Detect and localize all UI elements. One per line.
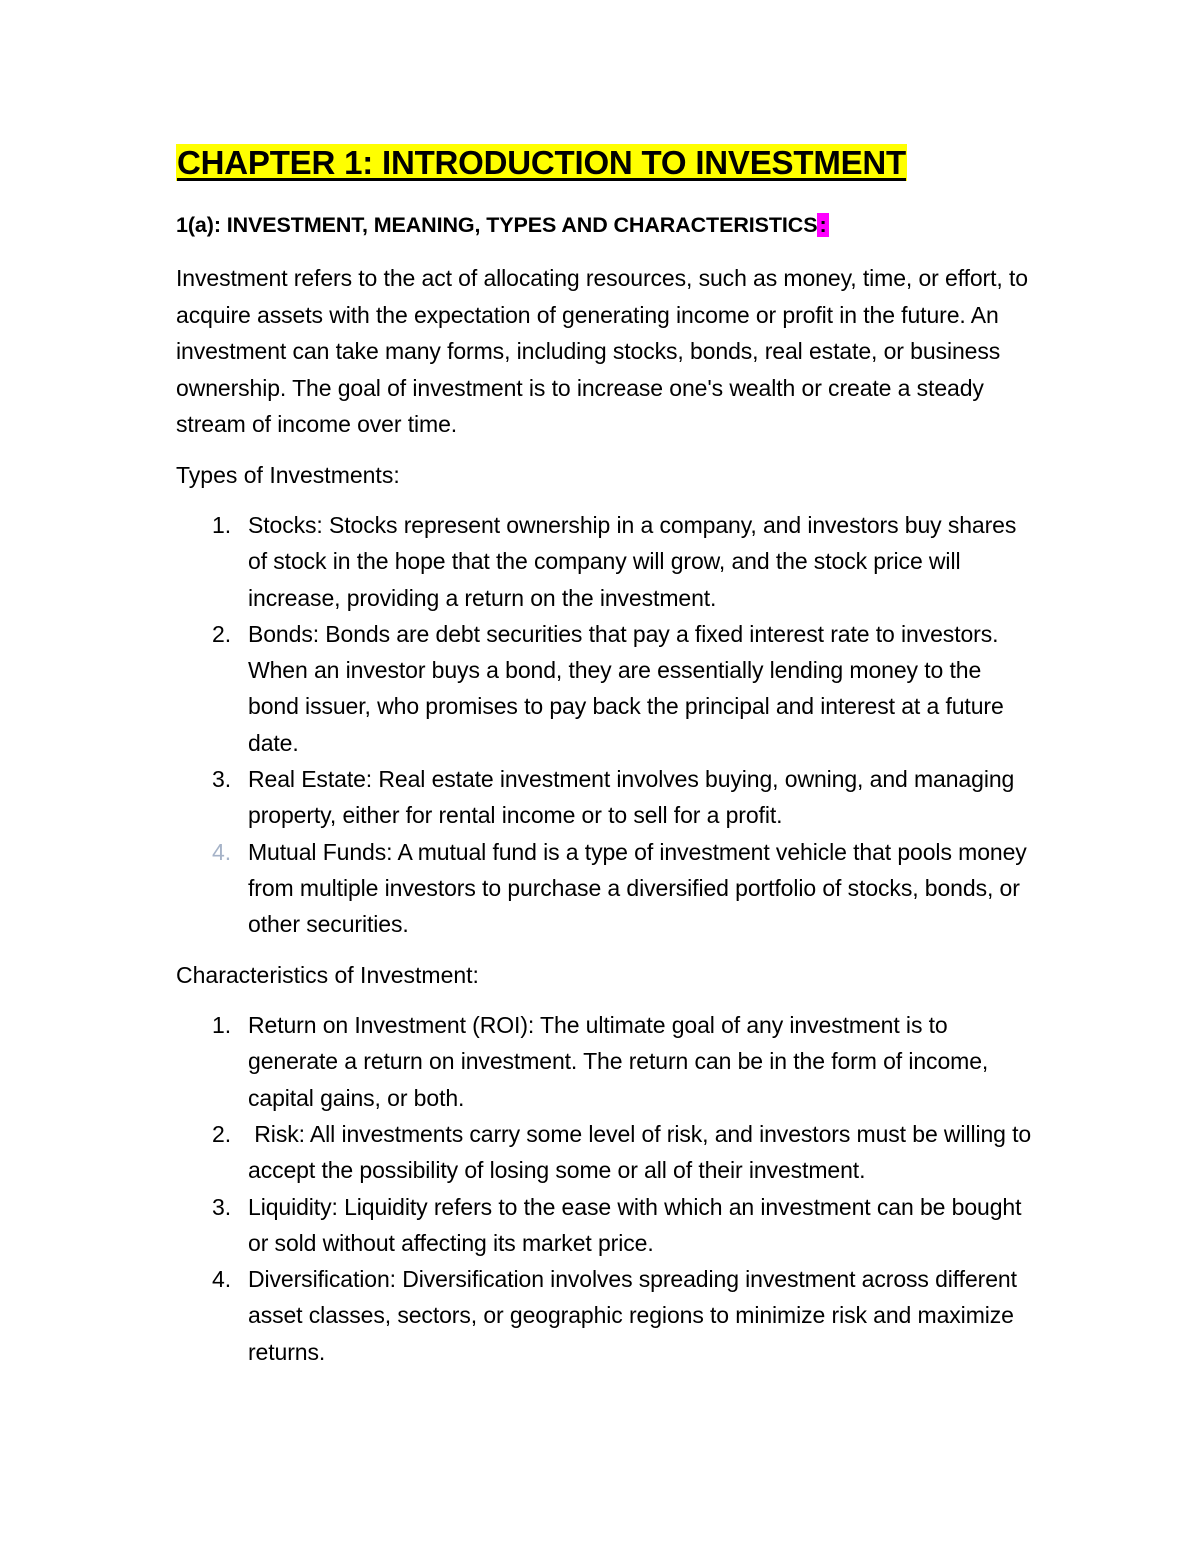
list-item-number: 3. [212, 1193, 231, 1220]
list-item-text: Mutual Funds: A mutual fund is a type of investment vehicle that pools money from multiple investors to purchase a diversified portfolio of stocks, bonds, or other securities. [248, 838, 1027, 938]
types-list [176, 507, 1036, 943]
document-body [176, 140, 1036, 1370]
list-item-number: 2. [212, 1120, 231, 1147]
types-heading: Types of Investments: [176, 461, 400, 488]
list-item-text: Risk: All investments carry some level of risk, and investors must be willing to accept the possibility of losing some or all of their investment. [248, 1120, 1038, 1184]
list-item-number: 2. [212, 620, 231, 647]
list-item-text: Return on Investment (ROI): The ultimate goal of any investment is to generate a return on investment. The return can be in the form of income, capital gains, or both. [248, 1012, 989, 1111]
list-item-number: 1. [212, 512, 231, 538]
list-item-text: Liquidity: Liquidity refers to the ease with which an investment can be bought or sold without affecting its market price. [248, 1193, 1022, 1256]
list-item [176, 1007, 1036, 1116]
section-title-colon: : [819, 213, 827, 237]
characteristics-heading: Characteristics of Investment: [176, 961, 479, 988]
chapter-title [176, 140, 1036, 186]
characteristics-list [176, 1007, 1036, 1370]
list-item-number: 4. [212, 838, 231, 865]
list-item-number: 4. [212, 1266, 231, 1293]
intro-paragraph: Investment refers to the act of allocating resources, such as money, time, or effort, to acquire assets with the expectation of generating income or profit in the future. An investment can take many forms, including stocks, bonds, real estate, or business ownership. The goal of investment is to increase one's wealth or create a steady stream of income over time. [176, 265, 1028, 437]
list-item [176, 1261, 1036, 1370]
list-item [176, 834, 1036, 943]
list-item [176, 507, 1036, 616]
section-title [176, 210, 1036, 240]
list-item [176, 1189, 1036, 1262]
list-item-number: 3. [212, 766, 231, 793]
list-item-text: Bonds: Bonds are debt securities that pay a fixed interest rate to investors. When an investor buys a bond, they are essentially lending money to the bond issuer, who promises to pay back the principal and interest at a future date. [248, 620, 1004, 756]
list-item-text: Real Estate: Real estate investment involves buying, owning, and managing property, either for rental income or to sell for a profit. [248, 766, 1015, 829]
section-title-text: 1(a): INVESTMENT, MEANING, TYPES AND CHARACTERISTICS [176, 213, 818, 237]
list-item-number: 1. [212, 1012, 231, 1039]
list-item [176, 616, 1036, 761]
list-item-text: Diversification: Diversification involves spreading investment across different asset classes, sectors, or geographic regions to minimize risk and maximize returns. [248, 1266, 1017, 1365]
chapter-title-text: CHAPTER 1: INTRODUCTION TO INVESTMENT [177, 144, 907, 181]
list-item [176, 1116, 1036, 1189]
list-item-text: Stocks: Stocks represent ownership in a company, and investors buy shares of stock in the hope that the company will grow, and the stock price will increase, providing a return on the investment. [248, 512, 1017, 611]
list-item [176, 761, 1036, 834]
